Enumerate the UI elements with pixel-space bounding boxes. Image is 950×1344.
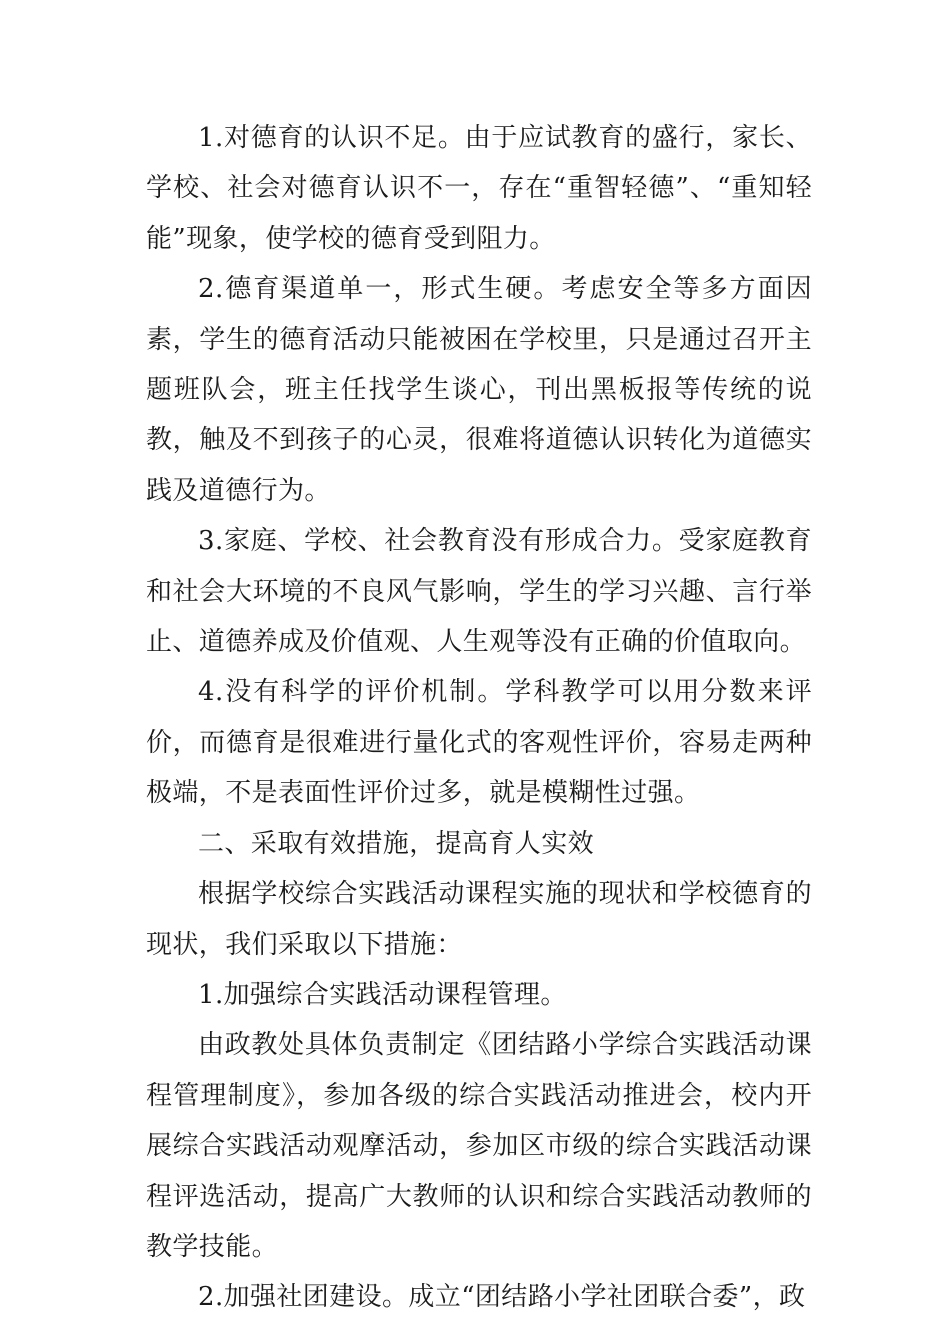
paragraph-3-no-joint-force: 3.家庭、学校、社会教育没有形成合力。受家庭教育和社会大环境的不良风气影响，学生的学习兴趣、言行举止、道德养成及价值观、人生观等没有正确的价值取向。 [146,526,812,658]
subheading-course-management: 1.加强综合实践活动课程管理。 [198,979,567,1010]
section-heading-measures: 二、采取有效措施，提高育人实效 [198,828,595,859]
paragraph-course-management-detail: 由政教处具体负责制定《团结路小学综合实践活动课程管理制度》，参加各级的综合实践活动推进会，校内开展综合实践活动观摩活动，参加区市级的综合实践活动课程评选活动，提高广大教师的认识和综合实践活动教师的教学技能。 [146,1030,812,1262]
paragraph-club-building: 2.加强社团建设。成立“团结路小学社团联合委”，政 [198,1282,806,1313]
paragraph-4-no-evaluation-mechanism: 4.没有科学的评价机制。学科教学可以用分数来评价，而德育是很难进行量化式的客观性评价，容易走两种极端，不是表面性评价过多，就是模糊性过强。 [146,677,812,809]
paragraph-measures-intro: 根据学校综合实践活动课程实施的现状和学校德育的现状，我们采取以下措施： [146,879,812,960]
paragraph-1-moral-education-awareness: 1.对德育的认识不足。由于应试教育的盛行，家长、学校、社会对德育认识不一，存在“重智轻德”、“重知轻能”现象，使学校的德育受到阻力。 [146,123,812,254]
document-body [146,113,812,1323]
paragraph-2-single-channel: 2.德育渠道单一，形式生硬。考虑安全等多方面因素，学生的德育活动只能被困在学校里，只是通过召开主题班队会，班主任找学生谈心，刊出黑板报等传统的说教，触及不到孩子的心灵，很难将道德认识转化为道德实践及道德行为。 [146,274,812,506]
